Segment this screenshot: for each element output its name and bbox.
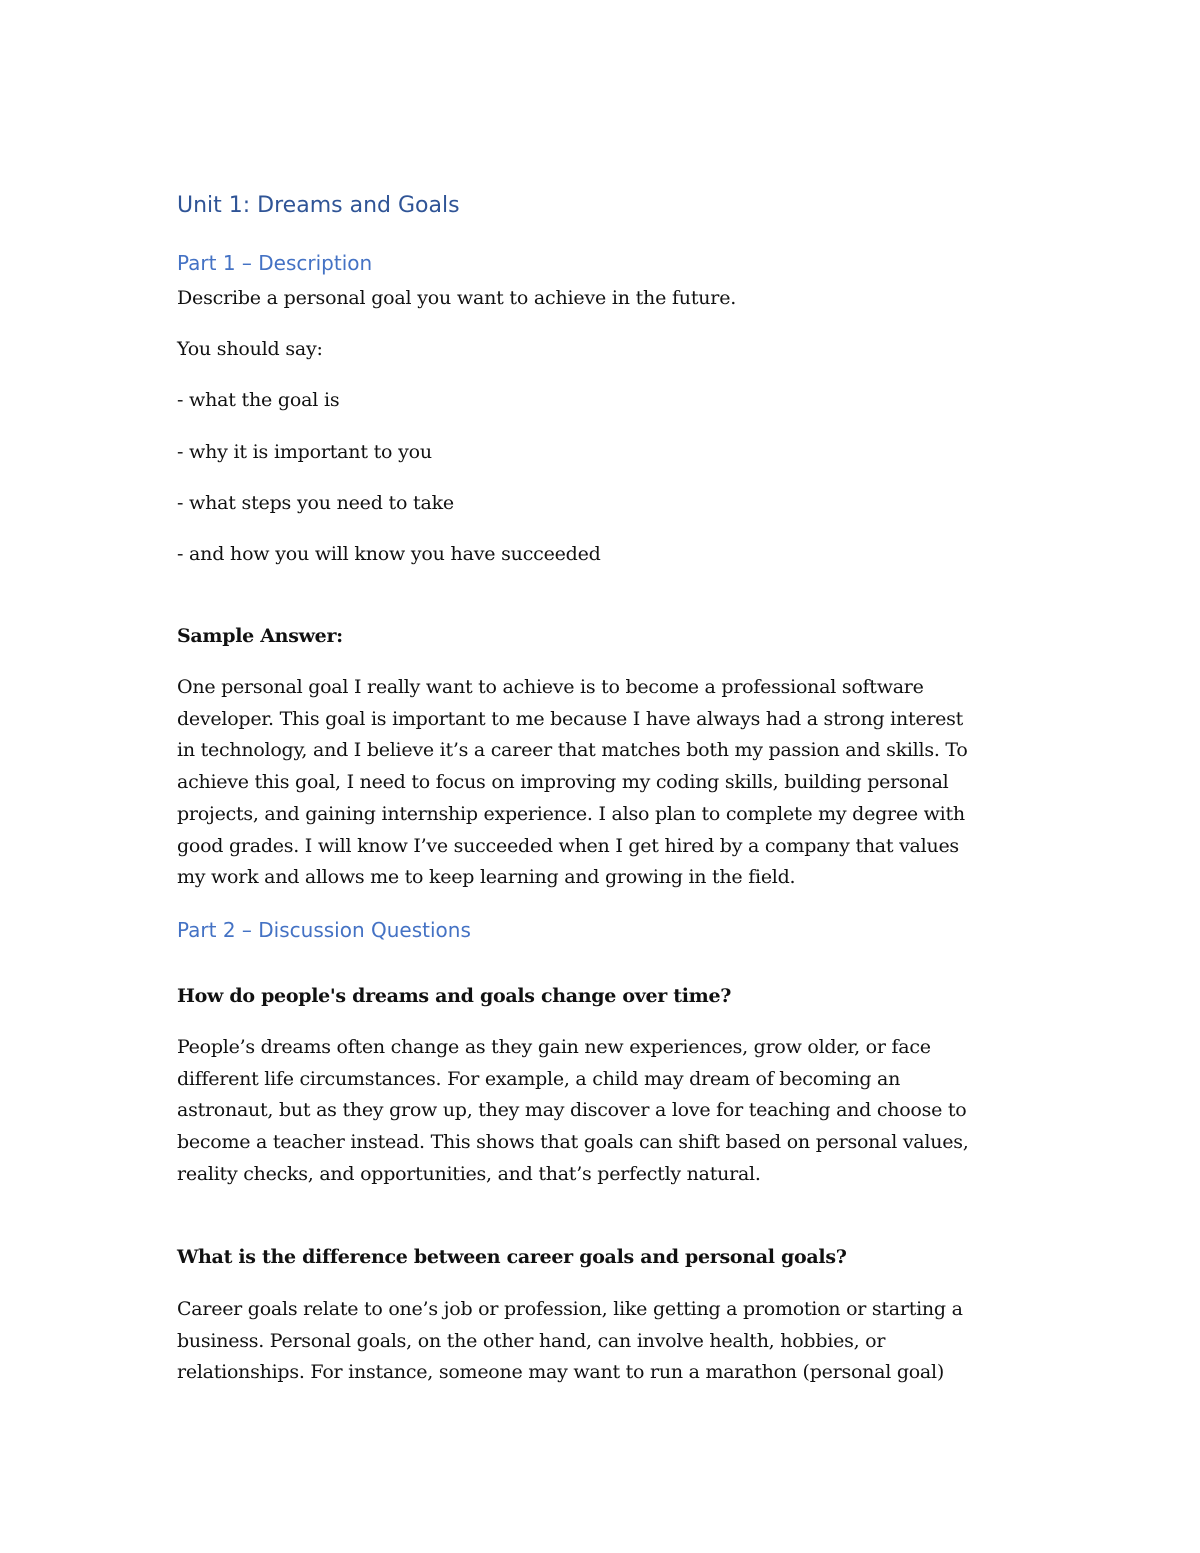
part2-heading: Part 2 – Discussion Questions [177, 918, 471, 942]
paragraph-line: become a teacher instead. This shows that goals can shift based on personal values, [177, 1131, 969, 1154]
paragraph-line: Career goals relate to one’s job or profession, like getting a promotion or starting a [177, 1298, 963, 1320]
bullet-item: - what steps you need to take [177, 492, 454, 514]
you-should-say-label: You should say: [177, 338, 323, 360]
paragraph-line: reality checks, and opportunities, and that’s perfectly natural. [177, 1162, 761, 1185]
paragraph-line: developer. This goal is important to me because I have always had a strong interest [177, 707, 964, 730]
document-title: Unit 1: Dreams and Goals [177, 193, 460, 218]
question-heading: What is the difference between career goals and personal goals? [177, 1246, 847, 1268]
paragraph-line: One personal goal I really want to achieve is to become a professional software [177, 676, 924, 698]
paragraph-line: projects, and gaining internship experience. I also plan to complete my degree with [177, 802, 965, 825]
paragraph-line: astronaut, but as they grow up, they may discover a love for teaching and choose to [177, 1099, 967, 1122]
sample-answer-label: Sample Answer: [177, 625, 343, 647]
sample-answer-paragraph [177, 672, 1037, 894]
paragraph-line: my work and allows me to keep learning and growing in the field. [177, 866, 796, 889]
bullet-item: - why it is important to you [177, 441, 432, 463]
paragraph-line: in technology, and I believe it’s a career that matches both my passion and skills. To [177, 739, 968, 762]
bullet-item: - and how you will know you have succeeded [177, 543, 601, 565]
paragraph-line: People’s dreams often change as they gain new experiences, grow older, or face [177, 1036, 931, 1058]
paragraph-line: business. Personal goals, on the other hand, can involve health, hobbies, or [177, 1329, 886, 1352]
answer-paragraph [177, 1032, 1037, 1191]
question-heading: How do people's dreams and goals change over time? [177, 985, 732, 1007]
paragraph-line: achieve this goal, I need to focus on improving my coding skills, building personal [177, 771, 949, 794]
part1-prompt: Describe a personal goal you want to achieve in the future. [177, 287, 737, 309]
paragraph-line: relationships. For instance, someone may want to run a marathon (personal goal) [177, 1361, 944, 1384]
bullet-item: - what the goal is [177, 389, 340, 411]
answer-paragraph [177, 1294, 1037, 1389]
part1-heading: Part 1 – Description [177, 251, 373, 275]
paragraph-line: good grades. I will know I’ve succeeded when I get hired by a company that values [177, 834, 959, 857]
paragraph-line: different life circumstances. For example, a child may dream of becoming an [177, 1067, 901, 1090]
